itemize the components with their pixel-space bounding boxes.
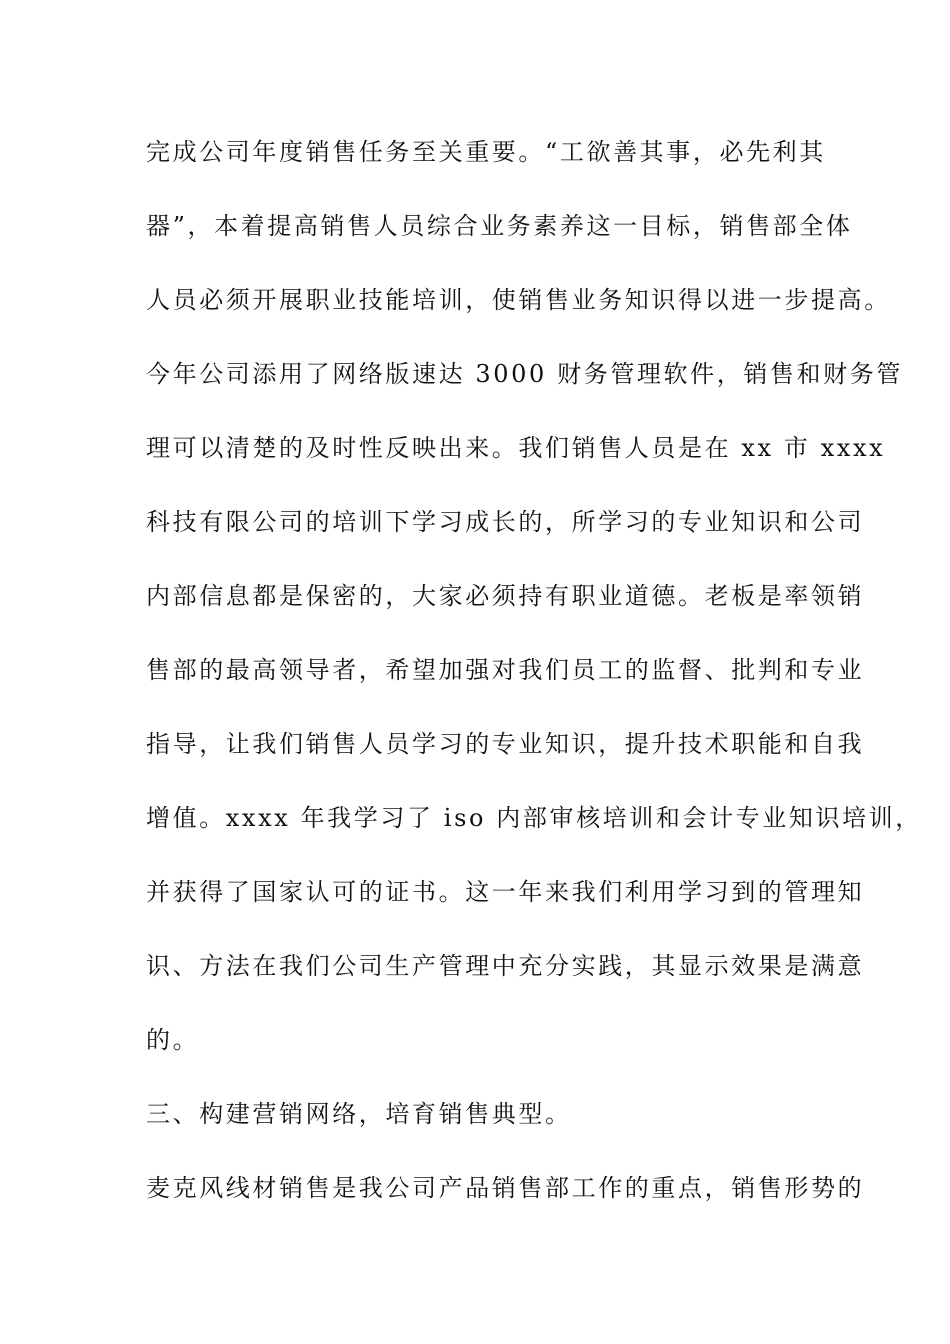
text-line: 器”，本着提高销售人员综合业务素养这一目标，销售部全体 bbox=[146, 212, 853, 240]
section-heading: 三、构建营销网络，培育销售典型。 bbox=[146, 1100, 572, 1128]
text-line: 人员必须开展职业技能培训，使销售业务知识得以进一步提高。 bbox=[146, 286, 891, 314]
text-line: 并获得了国家认可的证书。这一年来我们利用学习到的管理知 bbox=[146, 878, 865, 906]
text-line: 理可以清楚的及时性反映出来。我们销售人员是在 xx 市 xxxx bbox=[146, 434, 886, 462]
text-line: 今年公司添用了网络版速达 3000 财务管理软件，销售和财务管 bbox=[146, 360, 903, 388]
body-text bbox=[146, 130, 922, 1240]
text-line: 内部信息都是保密的，大家必须持有职业道德。老板是率领销 bbox=[146, 582, 865, 610]
text-line: 科技有限公司的培训下学习成长的，所学习的专业知识和公司 bbox=[146, 508, 865, 536]
text-line: 指导，让我们销售人员学习的专业知识，提升技术职能和自我 bbox=[146, 730, 865, 758]
text-line: 售部的最高领导者，希望加强对我们员工的监督、批判和专业 bbox=[146, 656, 865, 684]
text-line: 完成公司年度销售任务至关重要。“工欲善其事，必先利其 bbox=[146, 138, 826, 166]
text-line: 识、方法在我们公司生产管理中充分实践，其显示效果是满意 bbox=[146, 952, 865, 980]
text-line: 增值。xxxx 年我学习了 iso 内部审核培训和会计专业知识培训， bbox=[146, 804, 922, 832]
text-line: 的。 bbox=[146, 1026, 200, 1054]
text-line: 麦克风线材销售是我公司产品销售部工作的重点，销售形势的 bbox=[146, 1174, 865, 1202]
